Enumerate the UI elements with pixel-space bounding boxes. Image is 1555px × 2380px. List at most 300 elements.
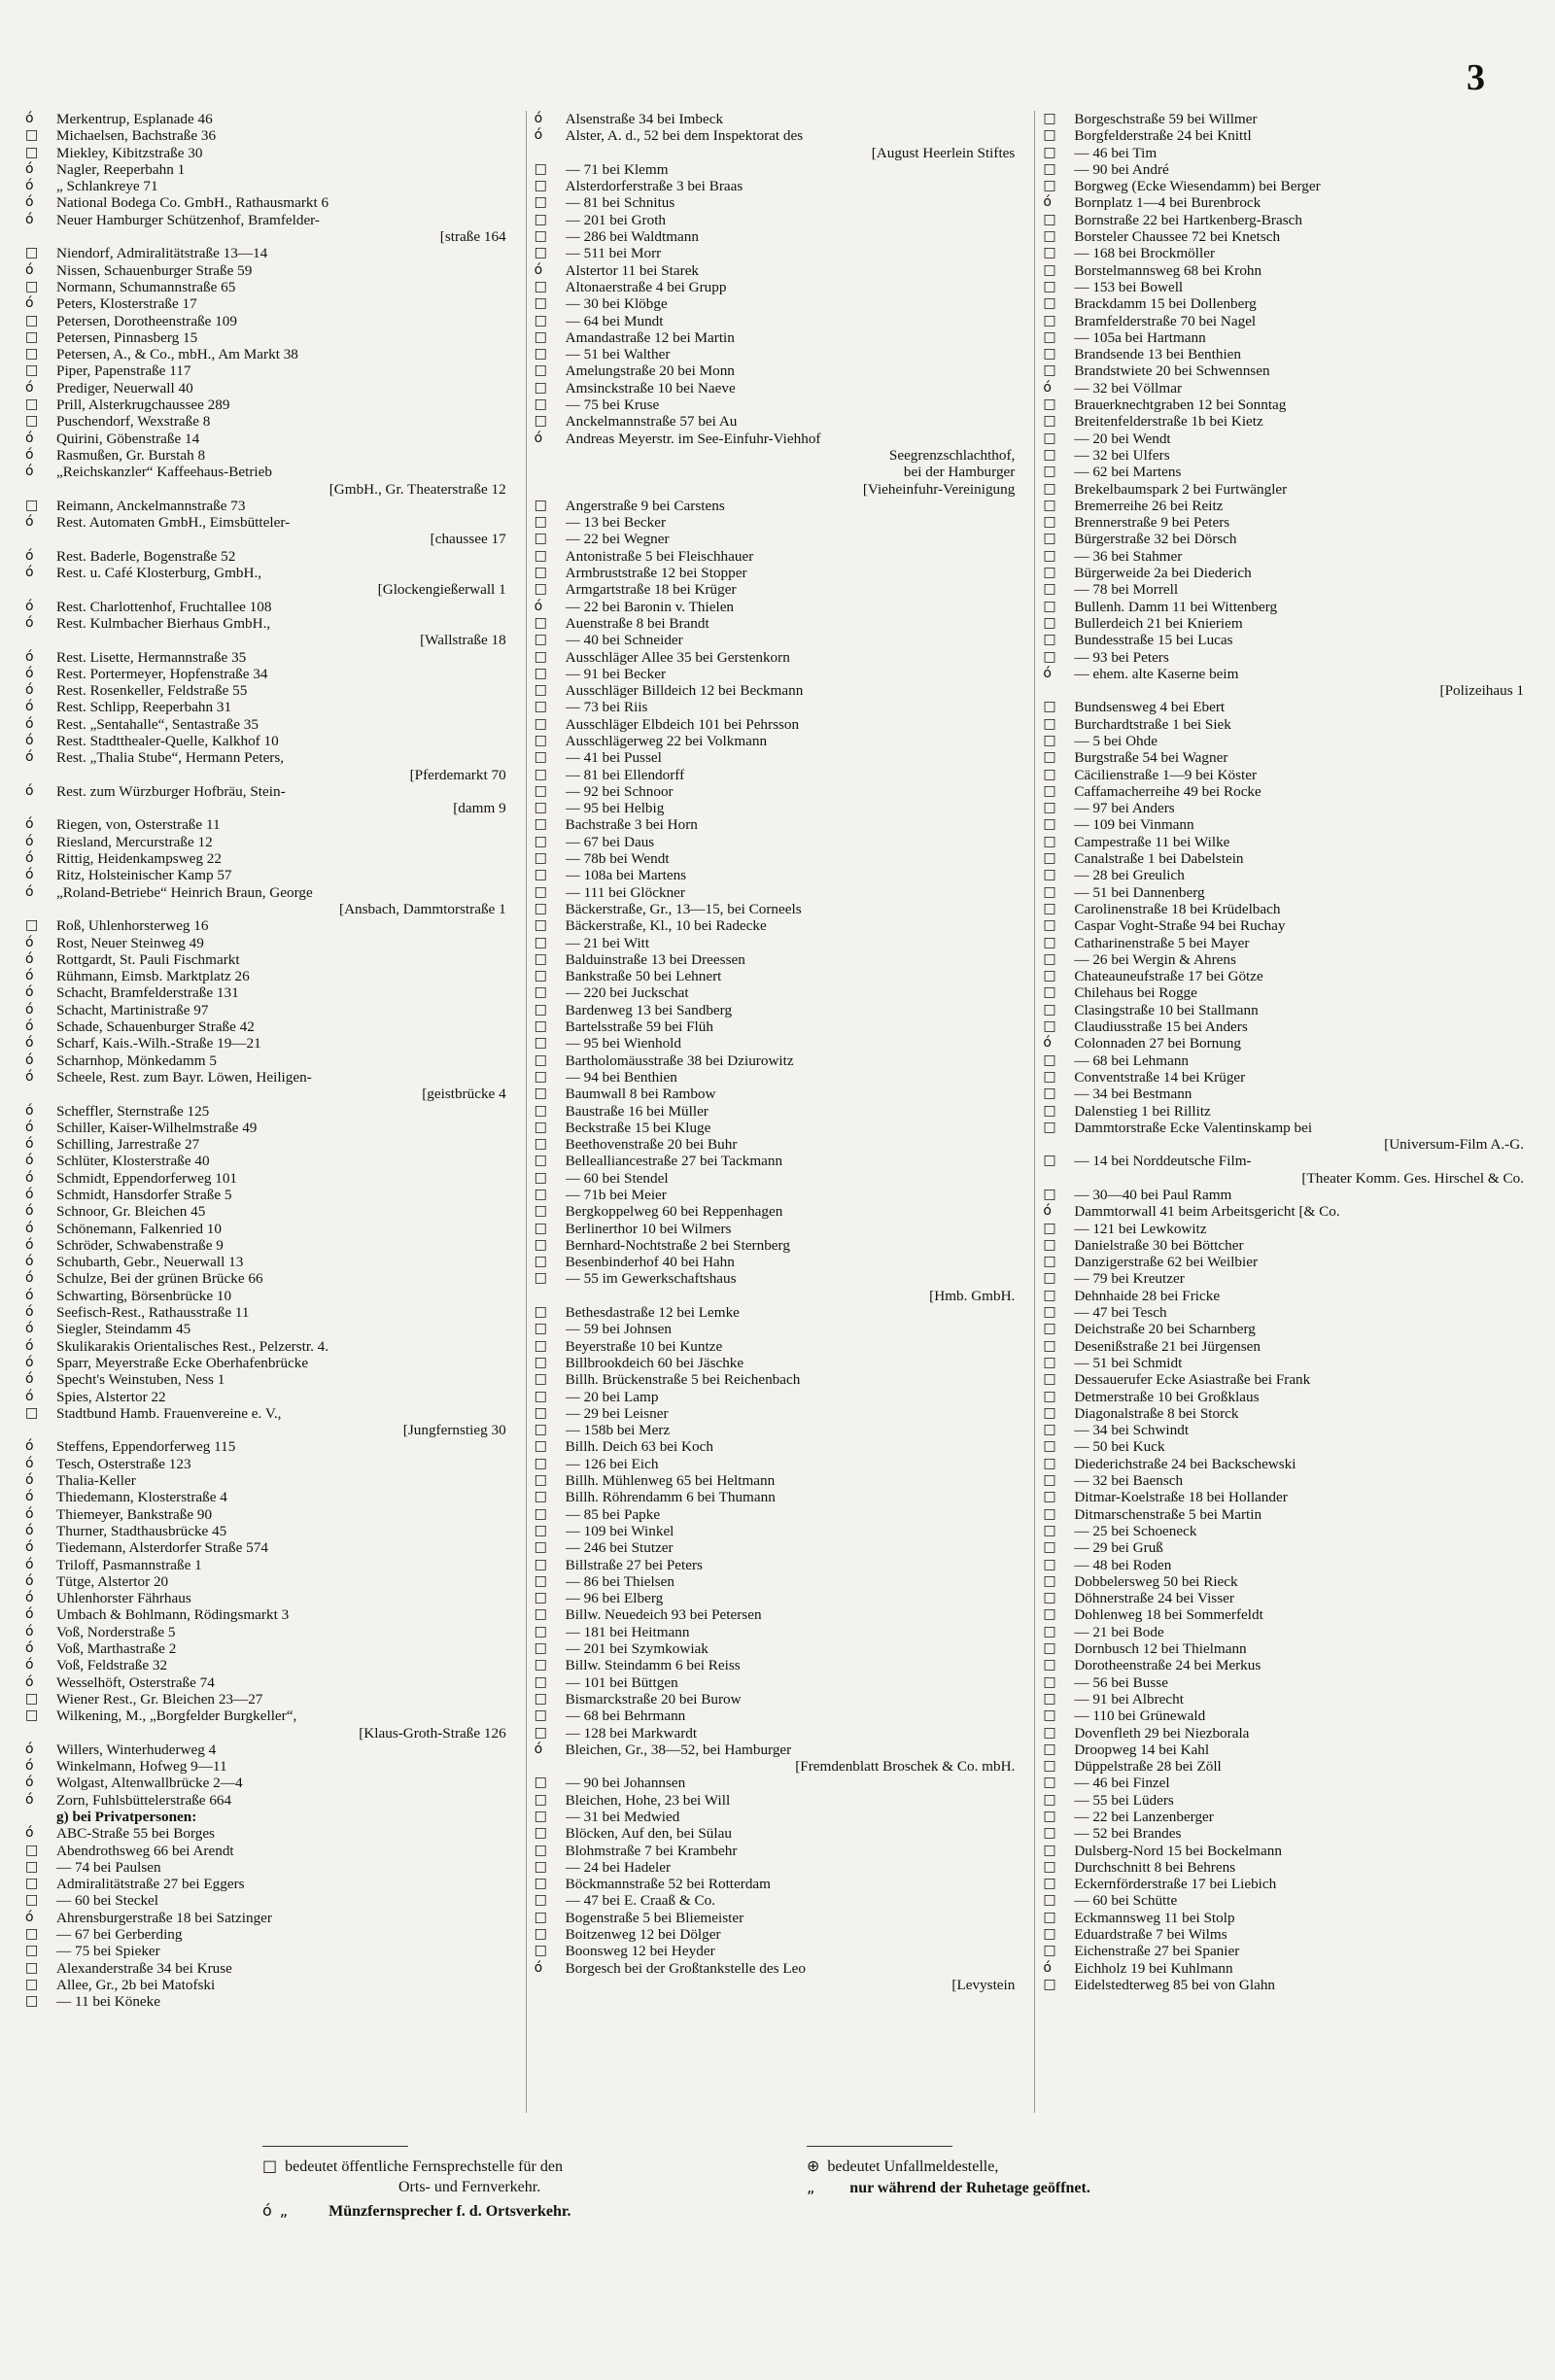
entry-text: Triloff, Pasmannstraße 1 xyxy=(56,1556,202,1573)
public-phone-icon: □ xyxy=(25,917,38,934)
public-phone-icon: □ xyxy=(25,1842,38,1858)
directory-entry xyxy=(25,850,512,867)
entry-text: Roß, Uhlenhorsterweg 16 xyxy=(56,917,209,935)
directory-entry xyxy=(535,1103,1021,1120)
directory-entry xyxy=(535,867,1021,883)
directory-entry xyxy=(25,1405,512,1422)
public-phone-icon: □ xyxy=(534,1590,546,1606)
directory-entry xyxy=(25,1926,512,1943)
entry-text: — 93 bei Peters xyxy=(1074,648,1169,666)
coin-phone-icon: ό xyxy=(1043,379,1051,396)
phone-symbol-icon: ό xyxy=(262,2201,272,2220)
coin-phone-icon: ό xyxy=(25,1068,33,1085)
coin-phone-icon: ό xyxy=(25,1505,33,1522)
coin-phone-icon: ό xyxy=(25,1741,33,1757)
footer-rule-left xyxy=(262,2146,408,2147)
public-phone-icon: □ xyxy=(1043,900,1055,916)
public-phone-icon: □ xyxy=(534,328,546,345)
entry-text: — 28 bei Greulich xyxy=(1074,867,1185,884)
entry-text: Bardenweg 13 bei Sandberg xyxy=(565,1001,733,1018)
public-phone-icon: □ xyxy=(534,883,546,900)
entry-text: Rest. Portermeyer, Hopfenstraße 34 xyxy=(56,665,268,682)
public-phone-icon: □ xyxy=(534,1102,546,1119)
public-phone-icon: □ xyxy=(534,984,546,1001)
directory-entry xyxy=(25,968,512,984)
directory-entry xyxy=(535,295,1021,312)
coin-phone-icon: ό xyxy=(25,1673,33,1690)
entry-continuation xyxy=(25,632,512,648)
entry-text: — 14 bei Norddeutsche Film- xyxy=(1074,1153,1252,1170)
entry-text: — 47 bei Tesch xyxy=(1074,1304,1167,1322)
coin-phone-icon: ό xyxy=(25,1489,33,1505)
directory-entry xyxy=(25,1590,512,1606)
entry-text: Bethesdastraße 12 bei Lemke xyxy=(565,1304,740,1322)
entry-text: Ahrensburgerstraße 18 bei Satzinger xyxy=(56,1909,272,1926)
entry-text: Rest. Rosenkeller, Feldstraße 55 xyxy=(56,682,248,700)
entry-text: Ausschläger Allee 35 bei Gerstenkorn xyxy=(565,648,790,666)
entry-text: — 47 bei E. Craaß & Co. xyxy=(565,1892,716,1910)
public-phone-icon: □ xyxy=(25,362,38,379)
coin-phone-icon: ό xyxy=(25,1825,33,1842)
public-phone-icon: □ xyxy=(534,312,546,328)
coin-phone-icon: ό xyxy=(25,665,33,681)
directory-entry xyxy=(535,649,1021,666)
directory-entry xyxy=(535,397,1021,413)
directory-entry xyxy=(25,329,512,346)
coin-phone-icon: ό xyxy=(534,598,542,614)
entry-text: — 26 bei Wergin & Ahrens xyxy=(1074,950,1236,968)
entry-text: Bäckerstraße, Kl., 10 bei Radecke xyxy=(565,917,767,935)
directory-entry xyxy=(25,615,512,632)
public-phone-icon: □ xyxy=(1043,1270,1055,1287)
directory-entry xyxy=(535,1809,1021,1825)
directory-entry xyxy=(1043,581,1530,598)
public-phone-icon: □ xyxy=(1043,749,1055,766)
directory-entry xyxy=(535,767,1021,783)
public-phone-icon: □ xyxy=(534,1858,546,1875)
public-phone-icon: □ xyxy=(1043,1052,1055,1068)
directory-entry xyxy=(1043,1270,1530,1287)
entry-text: Deichstraße 20 bei Scharnberg xyxy=(1074,1321,1256,1338)
directory-entry xyxy=(1043,531,1530,547)
coin-phone-icon: ό xyxy=(25,1187,33,1202)
entry-text: Scheffler, Sternstraße 125 xyxy=(56,1102,210,1120)
directory-entry xyxy=(1043,1876,1530,1892)
directory-entry xyxy=(25,295,512,312)
public-phone-icon: □ xyxy=(25,1690,38,1707)
entry-text: Rest. „Sentahalle“, Sentastraße 35 xyxy=(56,715,259,733)
directory-entry xyxy=(25,1136,512,1153)
directory-entry xyxy=(1043,145,1530,161)
directory-entry xyxy=(1043,1792,1530,1809)
directory-entry xyxy=(1043,1237,1530,1254)
entry-text: Brandstwiete 20 bei Schwennsen xyxy=(1074,362,1270,380)
entry-continuation xyxy=(1043,1170,1530,1187)
entry-continuation xyxy=(25,481,512,498)
entry-text: — 11 bei Köneke xyxy=(56,1993,160,2011)
directory-entry xyxy=(25,1843,512,1859)
coin-phone-icon: ό xyxy=(25,295,33,312)
entry-continuation xyxy=(535,1977,1021,1993)
entry-text: Abendrothsweg 66 bei Arendt xyxy=(56,1842,234,1859)
entry-text: Billstraße 27 bei Peters xyxy=(565,1556,703,1573)
directory-entry xyxy=(535,968,1021,984)
public-phone-icon: □ xyxy=(1043,732,1055,748)
directory-entry xyxy=(1043,1809,1530,1825)
entry-text: — 62 bei Martens xyxy=(1074,464,1182,481)
public-phone-icon: □ xyxy=(534,1018,546,1035)
entry-text: Desenißstraße 21 bei Jürgensen xyxy=(1074,1337,1261,1355)
directory-entry xyxy=(1043,1254,1530,1270)
entry-text: [Theater Komm. Ges. Hirschel & Co. xyxy=(1301,1169,1525,1187)
legend-accident-text: bedeutet Unfallmeldestelle, xyxy=(827,2158,999,2175)
public-phone-icon: □ xyxy=(1043,1858,1055,1875)
public-phone-icon: □ xyxy=(25,1993,38,2010)
entry-text: Besenbinderhof 40 bei Hahn xyxy=(565,1254,735,1271)
directory-entry xyxy=(25,1624,512,1640)
entry-text: Borstelmannsweg 68 bei Krohn xyxy=(1074,261,1262,279)
directory-entry xyxy=(25,1221,512,1237)
directory-entry xyxy=(535,1136,1021,1153)
directory-entry xyxy=(535,1472,1021,1489)
public-phone-icon: □ xyxy=(534,581,546,598)
public-phone-icon: □ xyxy=(1043,446,1055,463)
public-phone-icon: □ xyxy=(534,1707,546,1724)
entry-text: Wiener Rest., Gr. Bleichen 23—27 xyxy=(56,1690,263,1707)
public-phone-icon: □ xyxy=(534,1337,546,1354)
entry-text: [Universum-Film A.-G. xyxy=(1384,1136,1525,1154)
directory-entry xyxy=(535,380,1021,397)
directory-entry xyxy=(1043,431,1530,447)
public-phone-icon: □ xyxy=(534,1791,546,1808)
entry-text: — 128 bei Markwardt xyxy=(565,1724,698,1742)
directory-entry xyxy=(1043,1371,1530,1388)
coin-phone-icon: ό xyxy=(25,1337,33,1354)
entry-text: Admiralitätstraße 27 bei Eggers xyxy=(56,1876,245,1893)
directory-entry xyxy=(535,699,1021,715)
public-phone-icon: □ xyxy=(534,397,546,413)
directory-entry xyxy=(25,514,512,531)
public-phone-icon: □ xyxy=(534,699,546,715)
entry-continuation xyxy=(25,1725,512,1742)
directory-entry xyxy=(535,984,1021,1001)
directory-entry xyxy=(1043,733,1530,749)
entry-text: Sparr, Meyerstraße Ecke Oberhafenbrücke xyxy=(56,1354,309,1371)
entry-text: Bismarckstraße 20 bei Burow xyxy=(565,1690,742,1707)
entry-text: — 24 bei Hadeler xyxy=(565,1858,672,1876)
directory-entry xyxy=(25,1892,512,1909)
directory-entry xyxy=(25,699,512,715)
entry-text: Schulze, Bei der grünen Brücke 66 xyxy=(56,1270,263,1288)
ditto-mark: „ xyxy=(279,2201,289,2220)
entry-text: — 109 bei Winkel xyxy=(565,1522,674,1539)
public-phone-icon: □ xyxy=(25,312,38,328)
entry-text: — 246 bei Stutzer xyxy=(565,1539,674,1557)
public-phone-icon: □ xyxy=(1043,782,1055,799)
entry-text: Normann, Schumannstraße 65 xyxy=(56,278,236,295)
entry-text: — 60 bei Schütte xyxy=(1074,1892,1178,1910)
directory-entry xyxy=(535,581,1021,598)
public-phone-icon: □ xyxy=(1043,1892,1055,1909)
public-phone-icon: □ xyxy=(534,1640,546,1657)
directory-entry xyxy=(535,783,1021,800)
entry-text: Detmerstraße 10 bei Großklaus xyxy=(1074,1388,1260,1405)
public-phone-icon: □ xyxy=(1043,883,1055,900)
public-phone-icon: □ xyxy=(1043,1422,1055,1438)
cross-ditto-mark: „ xyxy=(807,2178,815,2196)
directory-entry xyxy=(25,111,512,127)
directory-entry xyxy=(1043,565,1530,581)
entry-text: Brandsende 13 bei Benthien xyxy=(1074,346,1242,363)
directory-entry xyxy=(535,1355,1021,1371)
entry-text: Schubarth, Gebr., Neuerwall 13 xyxy=(56,1254,244,1271)
entry-text: Schnoor, Gr. Bleichen 45 xyxy=(56,1203,206,1221)
entry-text: — 94 bei Benthien xyxy=(565,1068,677,1086)
entry-text: Bundsensweg 4 bei Ebert xyxy=(1074,699,1226,716)
public-phone-icon: □ xyxy=(534,917,546,934)
directory-entry xyxy=(535,1086,1021,1102)
entry-text: Burchardtstraße 1 bei Siek xyxy=(1074,715,1231,733)
directory-entry xyxy=(535,1422,1021,1438)
public-phone-icon: □ xyxy=(25,278,38,294)
directory-entry xyxy=(25,1792,512,1809)
directory-entry xyxy=(1043,850,1530,867)
directory-entry xyxy=(1043,1221,1530,1237)
entry-text: — 79 bei Kreutzer xyxy=(1074,1270,1185,1288)
directory-entry xyxy=(535,127,1021,144)
directory-entry xyxy=(25,649,512,666)
public-phone-icon: □ xyxy=(1043,1505,1055,1522)
public-phone-icon: □ xyxy=(25,1876,38,1892)
public-phone-icon: □ xyxy=(1043,850,1055,867)
public-phone-icon: □ xyxy=(1043,211,1055,227)
entry-text: Voß, Feldstraße 32 xyxy=(56,1657,168,1674)
directory-entry xyxy=(25,1069,512,1086)
public-phone-icon: □ xyxy=(1043,1287,1055,1303)
entry-text: bei der Hamburger xyxy=(903,464,1016,481)
directory-entry xyxy=(1043,1657,1530,1673)
public-phone-icon: □ xyxy=(534,514,546,531)
coin-phone-icon: ό xyxy=(1043,1959,1051,1976)
entry-continuation xyxy=(25,767,512,783)
entry-text: Andreas Meyerstr. im See-Einfuhr-Viehhof xyxy=(565,430,821,447)
public-phone-icon: □ xyxy=(534,1522,546,1538)
entry-text: — 110 bei Grünewald xyxy=(1074,1707,1206,1725)
public-phone-icon: □ xyxy=(534,782,546,799)
entry-text: Rottgardt, St. Pauli Fischmarkt xyxy=(56,950,240,968)
directory-entry xyxy=(535,1506,1021,1523)
entry-text: — 126 bei Eich xyxy=(565,1455,659,1472)
entry-text: Bullenh. Damm 11 bei Wittenberg xyxy=(1074,598,1278,615)
entry-continuation xyxy=(535,464,1021,480)
directory-entry xyxy=(535,1237,1021,1254)
entry-text: Billh. Mühlenweg 65 bei Heltmann xyxy=(565,1472,776,1490)
public-phone-icon: □ xyxy=(1043,1976,1055,1992)
public-phone-icon: □ xyxy=(534,1825,546,1842)
entry-text: Schröder, Schwabenstraße 9 xyxy=(56,1236,224,1254)
entry-text: Piper, Papenstraße 117 xyxy=(56,362,191,380)
public-phone-icon: □ xyxy=(534,1270,546,1287)
public-phone-icon: □ xyxy=(1043,1187,1055,1202)
entry-text: — 22 bei Lanzenberger xyxy=(1074,1808,1214,1825)
public-phone-icon: □ xyxy=(25,413,38,430)
entry-continuation xyxy=(25,800,512,816)
entry-text: „Roland-Betriebe“ Heinrich Braun, George xyxy=(56,883,313,901)
directory-entry xyxy=(1043,1355,1530,1371)
directory-entry xyxy=(1043,1304,1530,1321)
directory-entry xyxy=(1043,1035,1530,1052)
entry-text: Colonnaden 27 bei Bornung xyxy=(1074,1035,1242,1052)
public-phone-icon: □ xyxy=(534,614,546,631)
public-phone-icon: □ xyxy=(534,1657,546,1673)
entry-text: — 22 bei Wegner xyxy=(565,531,670,548)
entry-text: Armbruststraße 12 bei Stopper xyxy=(565,565,747,582)
coin-phone-icon: ό xyxy=(25,934,33,950)
coin-phone-icon: ό xyxy=(534,261,542,278)
public-phone-icon: □ xyxy=(1043,1001,1055,1018)
public-phone-icon: □ xyxy=(534,1187,546,1202)
directory-entry xyxy=(535,1052,1021,1069)
directory-entry xyxy=(535,632,1021,648)
entry-text: Wolgast, Altenwallbrücke 2—4 xyxy=(56,1775,243,1792)
directory-entry xyxy=(1043,632,1530,648)
coin-phone-icon: ό xyxy=(25,1623,33,1639)
directory-entry xyxy=(535,1910,1021,1926)
directory-entry xyxy=(25,1153,512,1169)
public-phone-icon: □ xyxy=(1043,1640,1055,1657)
entry-text: Bornstraße 22 bei Hartkenberg-Brasch xyxy=(1074,211,1302,228)
entry-text: Stadtbund Hamb. Frauenvereine e. V., xyxy=(56,1404,282,1422)
directory-entry xyxy=(535,161,1021,178)
entry-text: — 30—40 bei Paul Ramm xyxy=(1074,1187,1232,1203)
public-phone-icon: □ xyxy=(534,1354,546,1370)
cross-symbol-icon: ⊕ xyxy=(807,2156,820,2175)
directory-entry xyxy=(535,800,1021,816)
directory-entry xyxy=(25,1203,512,1220)
directory-entry xyxy=(535,1203,1021,1220)
directory-entry xyxy=(535,1707,1021,1724)
directory-entry xyxy=(535,749,1021,766)
entry-text: Tütge, Alstertor 20 xyxy=(56,1572,169,1590)
directory-entry xyxy=(1043,800,1530,816)
directory-entry xyxy=(1043,212,1530,228)
public-phone-icon: □ xyxy=(534,1876,546,1892)
entry-text: Scharnhop, Mönkedamm 5 xyxy=(56,1052,217,1069)
entry-text: Durchschnitt 8 bei Behrens xyxy=(1074,1858,1236,1876)
directory-entry xyxy=(535,1792,1021,1809)
directory-entry xyxy=(1043,1943,1530,1959)
entry-text: [Wallstraße 18 xyxy=(420,632,506,649)
directory-entry xyxy=(1043,599,1530,615)
public-phone-icon: □ xyxy=(1043,430,1055,446)
coin-phone-icon: ό xyxy=(25,446,33,463)
directory-entry xyxy=(25,548,512,565)
coin-phone-icon: ό xyxy=(25,950,33,967)
entry-text: — 105a bei Hartmann xyxy=(1074,328,1206,346)
public-phone-icon: □ xyxy=(534,1220,546,1236)
entry-text: Alexanderstraße 34 bei Kruse xyxy=(56,1959,232,1977)
entry-text: Wesselhöft, Osterstraße 74 xyxy=(56,1673,215,1691)
entry-text: Droopweg 14 bei Kahl xyxy=(1074,1741,1210,1758)
entry-text: — 111 bei Glöckner xyxy=(565,883,685,901)
directory-entry xyxy=(535,1523,1021,1539)
entry-text: Bullerdeich 21 bei Knieriem xyxy=(1074,614,1243,632)
entry-text: Schlüter, Klosterstraße 40 xyxy=(56,1153,210,1170)
directory-entry xyxy=(1043,1389,1530,1405)
coin-phone-icon: ό xyxy=(25,1775,33,1791)
directory-entry xyxy=(1043,1103,1530,1120)
directory-entry xyxy=(1043,1438,1530,1455)
public-phone-icon: □ xyxy=(534,1321,546,1337)
entry-continuation xyxy=(535,481,1021,498)
public-phone-icon: □ xyxy=(1043,278,1055,294)
entry-text: Miekley, Kibitzstraße 30 xyxy=(56,144,203,161)
public-phone-icon: □ xyxy=(534,1304,546,1321)
directory-entry xyxy=(535,1338,1021,1355)
public-phone-icon: □ xyxy=(534,715,546,732)
directory-entry xyxy=(1043,1288,1530,1304)
directory-entry xyxy=(535,178,1021,194)
directory-entry xyxy=(25,212,512,228)
entry-continuation xyxy=(25,1422,512,1438)
entry-text: Rasmußen, Gr. Burstah 8 xyxy=(56,446,206,464)
directory-entry xyxy=(1043,514,1530,531)
directory-entry xyxy=(1043,984,1530,1001)
entry-text: — 46 bei Finzel xyxy=(1074,1775,1170,1792)
public-phone-icon: □ xyxy=(534,1808,546,1824)
public-phone-icon: □ xyxy=(1043,1102,1055,1119)
directory-entry xyxy=(1043,161,1530,178)
entry-text: Merkentrup, Esplanade 46 xyxy=(56,111,213,127)
directory-entry xyxy=(1043,1018,1530,1035)
coin-phone-icon: ό xyxy=(25,1438,33,1455)
entry-text: Dammtorstraße Ecke Valentinskamp bei xyxy=(1074,1119,1313,1136)
entry-text: Seefisch-Rest., Rathausstraße 11 xyxy=(56,1304,250,1322)
directory-entry xyxy=(25,917,512,934)
directory-entry xyxy=(535,262,1021,279)
column-1 xyxy=(25,111,512,2113)
directory-entry xyxy=(535,1018,1021,1035)
directory-entry xyxy=(535,1035,1021,1052)
coin-phone-icon: ό xyxy=(25,1169,33,1186)
entry-text: Dulsberg-Nord 15 bei Bockelmann xyxy=(1074,1842,1282,1859)
directory-entry xyxy=(1043,749,1530,766)
entry-text: Rost, Neuer Steinweg 49 xyxy=(56,934,204,951)
entry-text: Voß, Marthastraße 2 xyxy=(56,1640,177,1658)
coin-phone-icon: ό xyxy=(25,464,33,480)
public-phone-icon: □ xyxy=(534,1909,546,1925)
directory-entry xyxy=(1043,1977,1530,1993)
public-phone-icon: □ xyxy=(534,766,546,782)
public-phone-icon: □ xyxy=(1043,867,1055,883)
directory-entry xyxy=(1043,1825,1530,1842)
public-phone-icon: □ xyxy=(534,228,546,245)
entry-text: Ausschlägerweg 22 bei Volkmann xyxy=(565,732,768,749)
entry-continuation xyxy=(25,1086,512,1102)
entry-text: — 60 bei Steckel xyxy=(56,1892,159,1910)
public-phone-icon: □ xyxy=(1043,464,1055,480)
public-phone-icon: □ xyxy=(534,413,546,430)
directory-entry xyxy=(535,1876,1021,1892)
public-phone-icon: □ xyxy=(534,497,546,513)
public-phone-icon: □ xyxy=(1043,1657,1055,1673)
entry-text: [straße 164 xyxy=(439,228,506,246)
public-phone-icon: □ xyxy=(25,497,38,513)
entry-text: Eichholz 19 bei Kuhlmann xyxy=(1074,1959,1233,1977)
directory-entry xyxy=(1043,1069,1530,1086)
directory-entry xyxy=(1043,917,1530,934)
directory-entry xyxy=(535,1170,1021,1187)
